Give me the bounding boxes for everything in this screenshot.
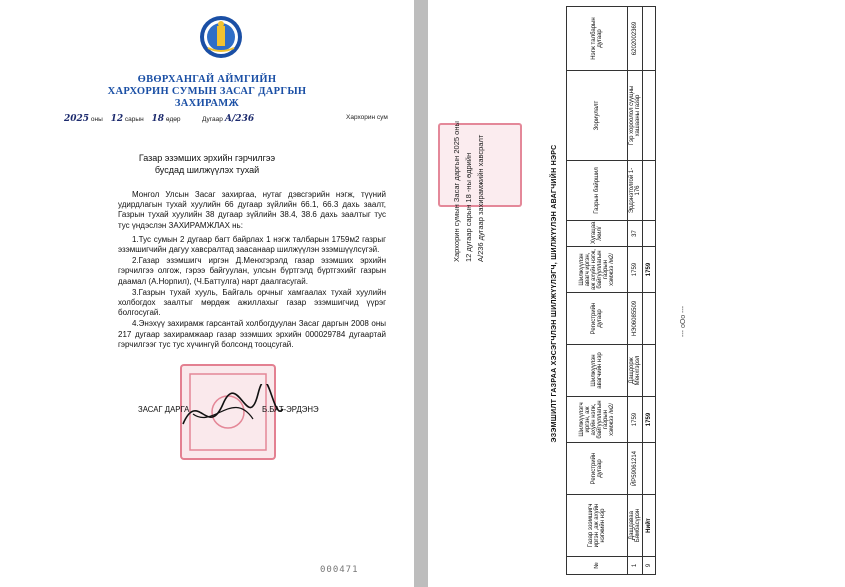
annex-page bbox=[428, 0, 845, 587]
col-header-holder: Газар эзэмшигч иргэн ,аж ахуйн нэгжийн нэр bbox=[567, 495, 628, 557]
paragraph-1: 1.Тус сумын 2 дугаар багт байрлах 1 нэгж талбарын 1759м2 газрыг эзэмшигчийн дагуу хавсралтад заасанаар шилжүүлэн эзэмшүүлсүгэй. bbox=[118, 234, 386, 255]
annex-line-1: Хархорин сумын Засаг даргын 2025 оны bbox=[452, 121, 461, 262]
cell-holder: Дашдаваа Бямбасүрэн bbox=[628, 495, 643, 557]
table-header-row bbox=[567, 7, 628, 575]
page-gutter bbox=[414, 0, 428, 587]
end-marker: --- оОо --- bbox=[680, 305, 687, 337]
annex-rotated-content bbox=[428, 0, 845, 587]
number-value: А/236 bbox=[224, 114, 255, 124]
col-header-location: Газрын байршил bbox=[567, 161, 628, 221]
annex-title: ЭЗЭМШИЛТ ГАЗРАА ХЭСЭГЧЛЭН ШИЛЖҮҮЛЭГЧ, ШИЛЖҮҮЛЭН АВАГЧИЙН НЭРС bbox=[551, 144, 558, 443]
decree-number bbox=[202, 114, 254, 124]
col-header-term: Хугацаа /жил/ bbox=[567, 221, 628, 247]
place-name: Хархорин сум bbox=[346, 114, 388, 121]
paragraph-4: 4.Энэхүү захирамж гарсантай холбогдуулан Засаг даргын 2008 оны 217 дугаар захирамжаар газар эзэмших эрхийн 000029784 дугаартай гэрчилгээг тус тус хүчингүй болсонд тооцсугай. bbox=[118, 319, 386, 349]
table-total-row bbox=[643, 7, 656, 575]
cell-register: ЙР59061214 bbox=[628, 443, 643, 495]
cell-register-2: НЭ06085509 bbox=[628, 293, 643, 345]
date-year: 2025 bbox=[64, 114, 90, 124]
paragraph-preamble: Монгол Улсын Засаг захиргаа, нутаг дэвсгэрийн нэгж, түүний удирдлагын тухай хуулийн 66 дугаар зүйлийн 66.1, 66.3 дахь заалт, Газрын тухай хуулийн 38 дугаар зүйлийн 38.4, 38.6 дахь заалтыг тус тус үндэслэн ЗАХИРАМЖЛАХ нь: bbox=[118, 190, 386, 230]
aimag-name: ӨВӨРХАНГАЙ АЙМГИЙН bbox=[137, 74, 277, 85]
total-empty-1 bbox=[643, 443, 656, 495]
paragraph-2: 2.Газар эзэмшигч иргэн Д.Менхгэрэлд газар эзэмших эрхийн гэрчилгээ олгож, гэрээ байгуулан, улсын бүртгэлд бүртгэхийг газрын даамал (А.Норпил), (Ч.Баттулга) нарт даалгасугай. bbox=[118, 256, 386, 286]
annex-line-2: 12 дугаар сарын 18 -ны өдрийн bbox=[464, 152, 473, 262]
total-area-to: 1759 bbox=[643, 247, 656, 293]
transfer-table bbox=[566, 6, 656, 575]
total-empty-3 bbox=[643, 293, 656, 345]
paragraph-3: 3.Газрын тухай хууль, Байгаль орчныг хамгаалах тухай хуулийн холбогдох заалтыг мөрдөж ажиллахыг газар эзэмшигчид үүрэг болгосугай. bbox=[118, 287, 386, 318]
office-name: ХАРХОРИН СУМЫН ЗАСАГ ДАРГЫН bbox=[107, 86, 307, 97]
total-empty-5 bbox=[643, 161, 656, 221]
decree-page bbox=[0, 0, 414, 587]
col-header-no: № bbox=[567, 557, 628, 575]
total-empty-4 bbox=[643, 221, 656, 247]
decree-date bbox=[64, 114, 180, 124]
total-area-from: 1759 bbox=[643, 397, 656, 443]
cell-location: Эрдэнэтолгой 1-176 bbox=[628, 161, 643, 221]
col-header-purpose: Зориулалт bbox=[567, 71, 628, 161]
total-empty-7 bbox=[643, 7, 656, 71]
cell-purpose: Гэр хороолол сууцны хашааны газар bbox=[628, 71, 643, 161]
date-day: 18 bbox=[151, 114, 165, 124]
total-empty-6 bbox=[643, 71, 656, 161]
state-emblem-icon bbox=[198, 14, 244, 60]
date-day-suffix: өдөр bbox=[165, 116, 181, 123]
cell-area-from: 1759 bbox=[628, 397, 643, 443]
total-empty-2 bbox=[643, 345, 656, 397]
table-row bbox=[628, 7, 643, 575]
col-header-receiver: Шилжүүлэн авагчийн нэр bbox=[567, 345, 628, 397]
annex-line-3: А/236 дугаар захирамжийн хавсралт bbox=[476, 134, 485, 262]
date-month-suffix: сарын bbox=[124, 116, 144, 123]
cell-term: 37 bbox=[628, 221, 643, 247]
decree-title-line-2: бусдад шилжүүлэх тухай bbox=[154, 165, 260, 175]
cell-no: 1 bbox=[628, 557, 643, 575]
signer-name: Б.БАТ-ЭРДЭНЭ bbox=[262, 405, 319, 414]
total-no: 9 bbox=[643, 557, 656, 575]
decree-body bbox=[118, 190, 386, 351]
date-year-suffix: оны bbox=[90, 116, 103, 123]
col-header-register: Регистрийн дугаар bbox=[567, 443, 628, 495]
col-header-area-to: Шилжүүлэн авагч иргэн, аж ахуйн нэгж, байгууллагын газрын хэмжээ /м2/ bbox=[567, 247, 628, 293]
total-label: Нийт bbox=[643, 495, 656, 557]
signer-title: ЗАСАГ ДАРГА bbox=[138, 405, 190, 414]
number-label: Дугаар bbox=[202, 116, 223, 123]
serial-number: 000471 bbox=[320, 565, 359, 575]
col-header-area-from: Шилжүүлэгч иргэн, аж ахуйн нэгж, байгууллагын газрын хэмжээ /м2/ bbox=[567, 397, 628, 443]
col-header-parcel: Нэгж талбарын дугаар bbox=[567, 7, 628, 71]
col-header-register-2: Регистрийн дугаар bbox=[567, 293, 628, 345]
decree-title-line-1: Газар эзэмших эрхийн гэрчилгээ bbox=[138, 153, 276, 163]
cell-area-to: 1759 bbox=[628, 247, 643, 293]
cell-parcel: 6202002369 bbox=[628, 7, 643, 71]
date-month: 12 bbox=[110, 114, 124, 124]
document-type: ЗАХИРАМЖ bbox=[174, 98, 240, 109]
cell-receiver: Дашдорж Менхгэрэл bbox=[628, 345, 643, 397]
